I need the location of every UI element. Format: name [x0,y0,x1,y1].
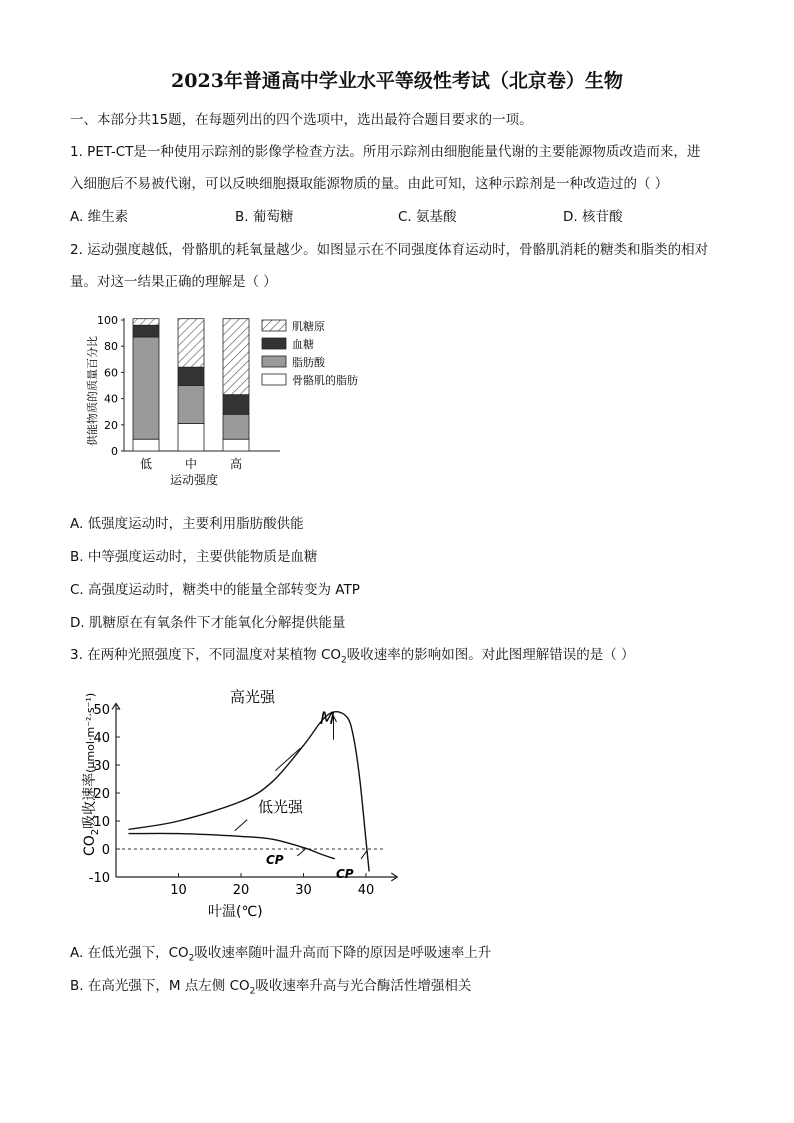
m-point-label: M [320,709,335,729]
stacked-bar-chart [80,308,400,498]
legend-label: 骨骼肌的脂肪 [292,374,358,387]
co2-line-chart [68,662,428,924]
bar-segment [178,319,204,367]
low-light-curve [129,833,335,858]
chart1-ytick-label: 80 [104,340,118,354]
q1-option-b[interactable]: B. 葡萄糖 [235,209,294,225]
chart2-ytick-label: -10 [88,871,110,886]
bar-segment [223,439,249,451]
chart1-ytick-label: 20 [104,418,118,432]
cp2-arrow [361,850,367,858]
q2-option-d[interactable]: D. 肌糖原在有氧条件下才能氧化分解提供能量 [70,615,346,631]
q1-option-d[interactable]: D. 核苷酸 [563,209,623,225]
section-instruction: 一、本部分共15题，在每题列出的四个选项中，选出最符合题目要求的一项。 [70,112,533,128]
chart2-ytick-label: 10 [93,815,110,830]
chart1-xlabel: 运动强度 [170,473,219,487]
bar-segment [223,414,249,439]
q3-option-a[interactable] [70,941,491,964]
cp-label-high: CP [336,867,354,881]
q1-line1: 1. PET-CT是一种使用示踪剂的影像学检查方法。所用示踪剂由细胞能量代谢的主要能源物质改造而来，进 [70,144,701,160]
legend-swatch [262,374,286,385]
q3-stem-part2: 吸收速率的影响如图。对此图理解错误的是（ ） [346,647,635,663]
chart1-category-label: 高 [229,457,243,471]
q3-option-a-part2: 吸收速率随叶温升高而下降的原因是呼吸速率上升 [194,945,492,961]
q3-option-a-sub: 2 [188,953,195,964]
q2-option-a[interactable]: A. 低强度运动时，主要利用脂肪酸供能 [70,516,304,532]
bar-segment [178,386,204,424]
low-light-label: 低光强 [258,798,304,816]
low-label-leader [235,820,248,831]
legend-swatch [262,356,286,367]
bar-segment [133,337,159,439]
q3-option-b-sub: 2 [249,986,256,997]
legend-swatch [262,338,286,349]
chart2-xtick-label: 40 [357,883,375,898]
q1-line2: 入细胞后不易被代谢，可以反映细胞摄取能源物质的量。由此可知，这种示踪剂是一种改造过的（ ） [70,176,669,192]
chart2-ylabel: $CO_2$吸收速率(μmol·m⁻²·s⁻¹) [82,692,101,856]
cp-label-low: CP [266,853,284,867]
chart2-ytick-label: 50 [93,703,110,718]
q2-line1: 2. 运动强度越低，骨骼肌的耗氧量越少。如图显示在不同强度体育运动时，骨骼肌消耗的糖类和脂类的相对 [70,242,709,258]
bar-segment [133,319,159,326]
q2-line2: 量。对这一结果正确的理解是（ ） [70,274,277,290]
bar-segment [178,367,204,385]
bar-segment [223,319,249,395]
chart2-xlabel: 叶温(℃) [208,904,263,920]
chart1-category-label: 低 [139,457,153,471]
chart1-ytick-label: 0 [111,445,118,458]
q3-stem-sub: 2 [341,655,347,666]
q2-option-b[interactable]: B. 中等强度运动时，主要供能物质是血糖 [70,549,318,565]
q3-option-b-part1: B. 在高光强下，M 点左侧 CO [70,978,250,994]
q3-option-b-part2: 吸收速率升高与光合酶活性增强相关 [255,978,472,994]
chart2-ytick-label: 40 [93,731,110,746]
high-light-label: 高光强 [230,688,276,706]
bar-segment [223,395,249,415]
high-label-leader [275,748,300,770]
legend-label: 肌糖原 [292,320,325,333]
chart2-xtick-label: 10 [170,883,187,898]
chart2-ytick-label: 20 [93,787,110,802]
bar-segment [133,439,159,451]
q3-option-b[interactable] [70,974,471,997]
q1-option-c[interactable]: C. 氨基酸 [398,209,457,225]
legend-label: 血糖 [292,338,314,351]
bar-segment [133,325,159,337]
chart1-ytick-label: 60 [104,366,118,380]
page-title: 2023年普通高中学业水平等级性考试（北京卷）生物 [171,70,623,92]
chart1-ytick-label: 40 [104,392,118,406]
chart2-ytick-label: 0 [101,843,110,858]
cp1-arrow [297,849,305,856]
chart2-ytick-label: 30 [93,759,110,774]
q3-stem-part1: 3. 在两种光照强度下，不同温度对某植物 CO [70,647,342,663]
legend-swatch [262,320,286,331]
bar-segment [178,423,204,451]
chart1-ylabel: 供能物质的质量百分比 [86,336,99,446]
q3-option-a-part1: A. 在低光强下，CO [70,945,189,961]
q2-option-c[interactable]: C. 高强度运动时，糖类中的能量全部转变为 ATP [70,582,360,598]
q1-option-a[interactable]: A. 维生素 [70,209,129,225]
legend-label: 脂肪酸 [292,356,325,369]
chart2-xtick-label: 20 [232,883,250,898]
chart1-ytick-label: 100 [97,314,118,327]
chart2-xtick-label: 30 [295,883,312,898]
chart1-category-label: 中 [184,457,198,471]
